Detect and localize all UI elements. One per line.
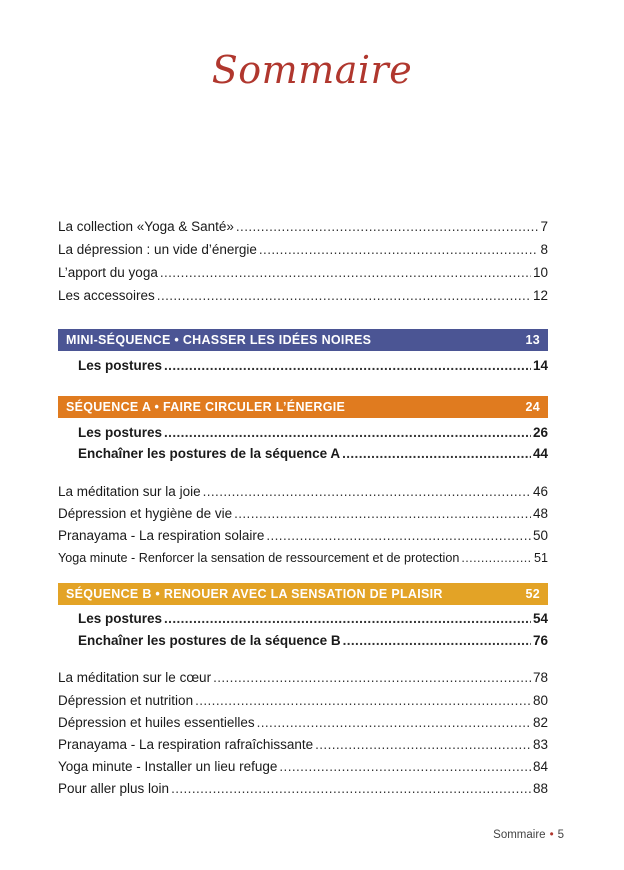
section-band-mini-sequence[interactable] (58, 329, 548, 351)
page-number: 5 (557, 829, 564, 841)
toc-entry-page: 54 (532, 611, 548, 626)
toc-entry[interactable] (58, 547, 548, 569)
toc-entry[interactable] (58, 734, 548, 756)
toc-entry-title: Yoga minute - Renforcer la sensation de ressourcement et de protection (58, 551, 460, 565)
section-page: 52 (525, 587, 540, 601)
toc-entry-page: 88 (532, 781, 548, 796)
leader-dots (461, 547, 532, 569)
leader-dots (164, 422, 531, 444)
section-title: SÉQUENCE A • FAIRE CIRCULER L’ÉNERGIE (66, 400, 346, 414)
toc-entry-page: 50 (532, 528, 548, 543)
leader-dots (164, 355, 531, 377)
toc-entry-title: Les postures (78, 358, 163, 373)
toc-entry-title: Les accessoires (58, 288, 155, 303)
toc-entry-page: 26 (532, 425, 548, 440)
footer-label: Sommaire (493, 829, 546, 841)
leader-dots (160, 262, 531, 284)
toc-entry[interactable] (58, 690, 548, 712)
toc-entry-page: 46 (532, 484, 548, 499)
toc-entry-page: 48 (532, 506, 548, 521)
leader-dots (195, 690, 531, 712)
toc-subentry[interactable] (78, 422, 548, 444)
section-page: 13 (525, 333, 540, 347)
toc-entry-title: Dépression et huiles essentielles (58, 715, 255, 730)
section-band-sequence-a[interactable] (58, 396, 548, 418)
leader-dots (157, 285, 531, 307)
toc-entry-page: 76 (532, 633, 548, 648)
toc-entry-title: Les postures (78, 611, 163, 626)
toc-entry-title: Pour aller plus loin (58, 781, 170, 796)
leader-dots (279, 756, 531, 778)
section-title: MINI-SÉQUENCE • CHASSER LES IDÉES NOIRES (66, 333, 372, 347)
toc-entry-page: 78 (532, 670, 548, 685)
toc-entry-page: 14 (532, 358, 548, 373)
leader-dots (213, 667, 531, 689)
section-title: SÉQUENCE B • RENOUER AVEC LA SENSATION DE PLAISIR (66, 587, 443, 601)
toc-subentry[interactable] (78, 630, 548, 652)
toc-entry-title: Dépression et hygiène de vie (58, 506, 233, 521)
leader-dots (342, 443, 531, 465)
section-band-sequence-b[interactable] (58, 583, 548, 605)
toc-entry[interactable] (58, 667, 548, 689)
leader-dots (171, 778, 531, 800)
toc-entry[interactable] (58, 778, 548, 800)
toc-entry[interactable] (58, 525, 548, 547)
toc-entry[interactable] (58, 262, 548, 284)
toc-entry-page: 82 (532, 715, 548, 730)
toc-entry-title: Dépression et nutrition (58, 693, 194, 708)
toc-subentry[interactable] (78, 608, 548, 630)
leader-dots (164, 608, 531, 630)
toc-entry-title: La collection «Yoga & Santé» (58, 219, 234, 234)
leader-dots (259, 239, 539, 261)
toc-entry[interactable] (58, 239, 548, 261)
toc-entry-title: Yoga minute - Installer un lieu refuge (58, 759, 278, 774)
leader-dots (203, 481, 531, 503)
toc-entry-title: Les postures (78, 425, 163, 440)
toc-entry-page: 8 (540, 242, 548, 257)
toc-entry-page: 80 (532, 693, 548, 708)
toc-entry-page: 83 (532, 737, 548, 752)
section-page: 24 (525, 400, 540, 414)
toc-entry-title: Enchaîner les postures de la séquence B (78, 633, 341, 648)
toc-entry[interactable] (58, 285, 548, 307)
toc-entry-page: 10 (532, 265, 548, 280)
leader-dots (236, 216, 539, 238)
page-footer (493, 829, 564, 841)
toc-entry[interactable] (58, 712, 548, 734)
toc-entry-page: 7 (540, 219, 548, 234)
leader-dots (315, 734, 531, 756)
leader-dots (234, 503, 531, 525)
leader-dots (257, 712, 531, 734)
toc-entry-page: 51 (533, 551, 548, 565)
toc-entry[interactable] (58, 481, 548, 503)
toc-entry-title: Pranayama - La respiration solaire (58, 528, 265, 543)
toc-entry[interactable] (58, 756, 548, 778)
toc-entry[interactable] (58, 216, 548, 238)
bullet-icon: • (549, 829, 554, 841)
toc-entry-page: 12 (532, 288, 548, 303)
toc-subentry[interactable] (78, 443, 548, 465)
toc-entry-title: La méditation sur le cœur (58, 670, 212, 685)
toc-entry-title: Pranayama - La respiration rafraîchissante (58, 737, 314, 752)
toc-entry-page: 84 (532, 759, 548, 774)
table-of-contents (58, 0, 548, 870)
leader-dots (266, 525, 531, 547)
page-title: Sommaire (211, 48, 413, 92)
toc-entry-title: Enchaîner les postures de la séquence A (78, 446, 341, 461)
toc-entry[interactable] (58, 503, 548, 525)
toc-entry-title: La méditation sur la joie (58, 484, 201, 499)
toc-entry-title: La dépression : un vide d’énergie (58, 242, 257, 257)
toc-entry-title: L’apport du yoga (58, 265, 158, 280)
leader-dots (343, 630, 531, 652)
toc-entry-page: 44 (532, 446, 548, 461)
toc-subentry[interactable] (78, 355, 548, 377)
